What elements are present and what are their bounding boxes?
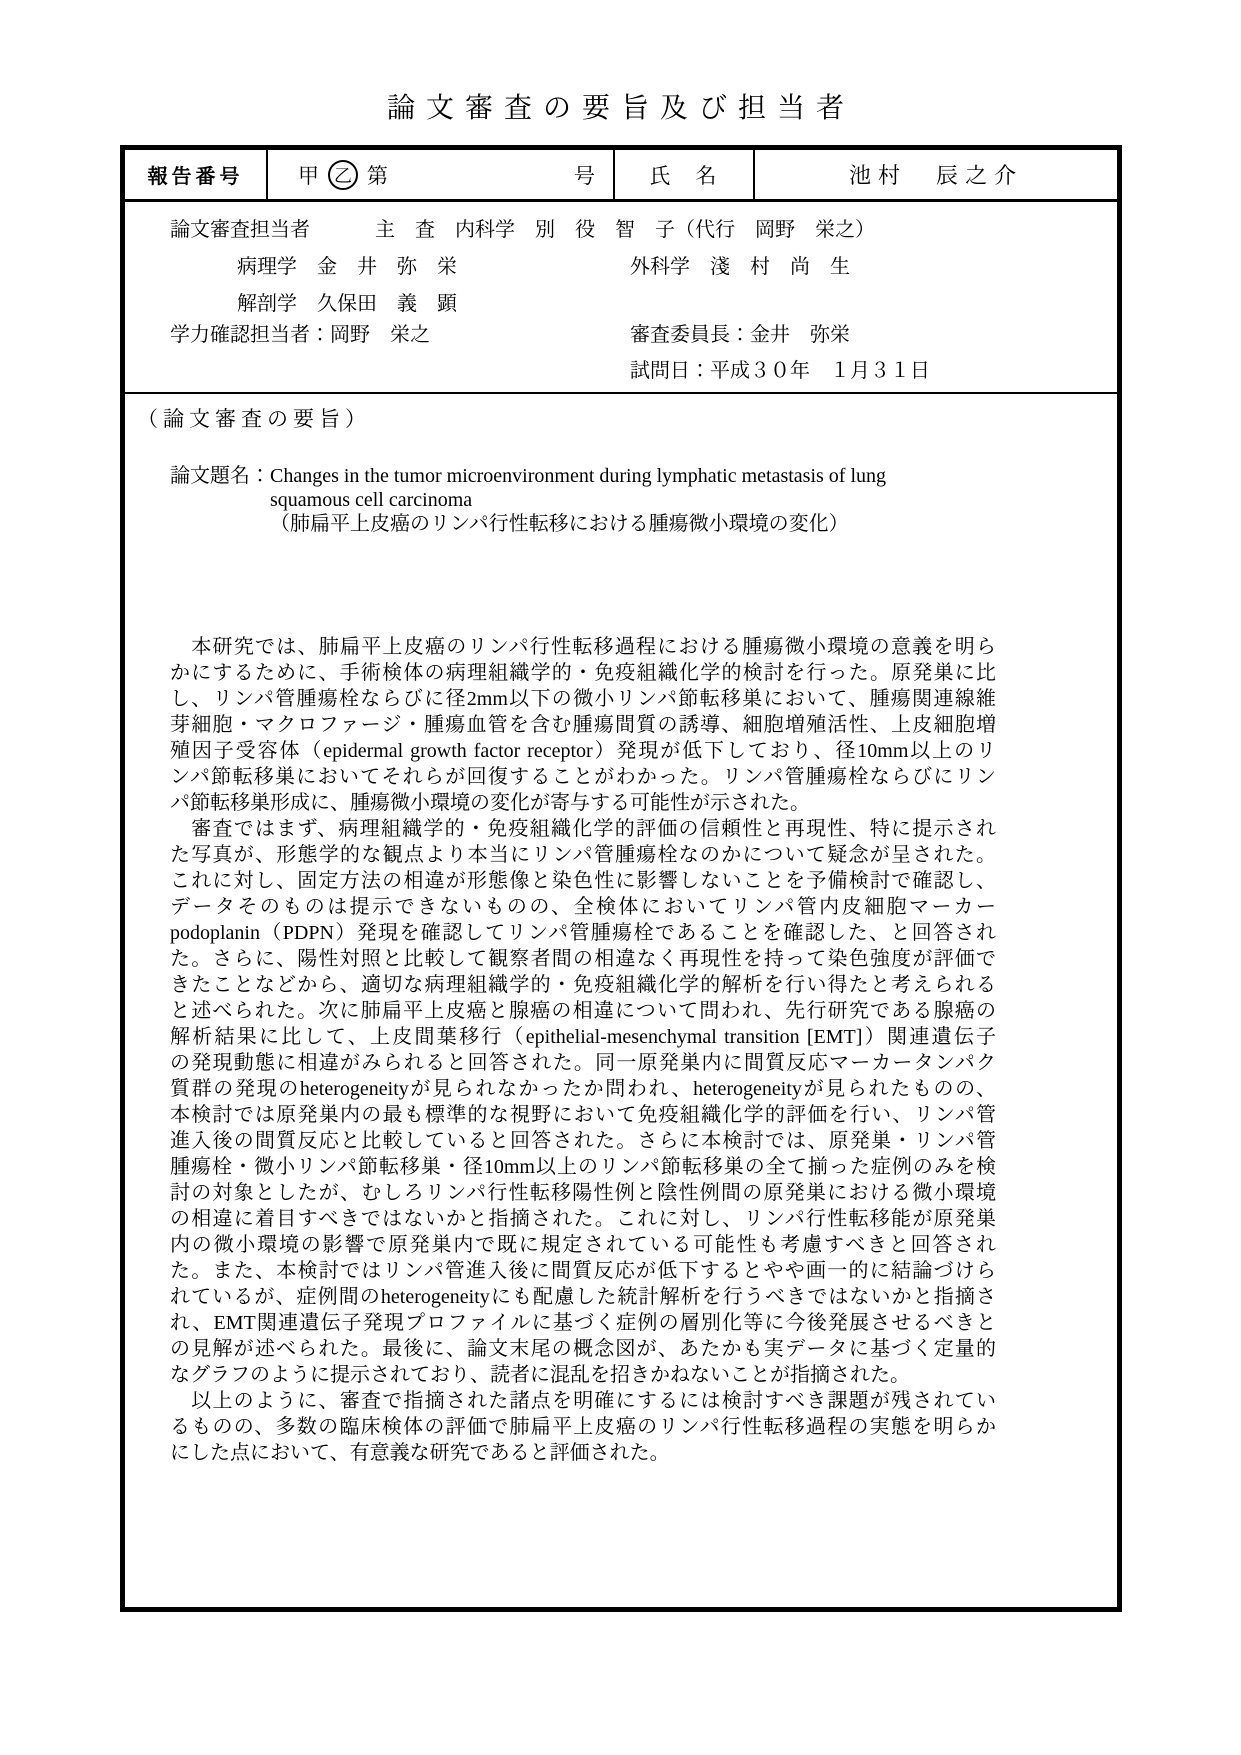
summary-paragraph — [170, 1388, 996, 1466]
summary-body-line: 本検討では原発巣内の最も標準的な視野において免疫組織化学的評価を行い、リンパ管 — [170, 1104, 996, 1126]
review-panel-label: 論文審査担当者 — [170, 219, 310, 241]
thesis-title-label: 論文題名： — [170, 465, 270, 487]
summary-body-line: podoplanin（PDPN）発現を確認してリンパ管腫瘍栓であることを確認した、と回答され — [170, 922, 996, 944]
summary-body-line: 本研究では、肺扁平上皮癌のリンパ行性転移過程における腫瘍微小環境の意義を明ら — [170, 636, 996, 658]
summary-body-line: 腫瘍栓・微小リンパ節転移巣・径10mm以上のリンパ節転移巣の全て揃った症例のみを検 — [170, 1156, 996, 1178]
summary-body-line: 解析結果に比して、上皮間葉移行（epithelial-mesenchymal transition [EMT]）関連遺伝子 — [170, 1026, 996, 1048]
summary-body-line: た。さらに、陽性対照と比較して観察者間の相違なく再現性を持って染色強度が評価で — [170, 948, 996, 970]
summary-body-line: と述べられた。次に肺扁平上皮癌と腺癌の相違について問われ、先行研究である腺癌の — [170, 1000, 996, 1022]
summary-body-line: データそのものは提示できないものの、全検体においてリンパ管内皮細胞マーカー — [170, 896, 996, 918]
summary-body-line: 進入後の間質反応と比較していると回答された。さらに本検討では、原発巣・リンパ管 — [170, 1130, 996, 1152]
thesis-title-en-line1: Changes in the tumor microenvironment during lymphatic metastasis of lung — [270, 465, 886, 487]
summary-body-line: 質群の発現のheterogeneityが見られなかったか問われ、heterogeneityが見られたものの、 — [170, 1078, 996, 1100]
examiner-surgery: 外科学 淺 村 尚 生 — [630, 256, 850, 278]
summary-body-line: れているが、症例間のheterogeneityにも配慮した統計解析を行うべきではないかと指摘さ — [170, 1286, 996, 1308]
thesis-title-block — [170, 464, 886, 536]
dai-label: 第 — [367, 163, 388, 188]
kou-label: 甲 — [298, 163, 319, 188]
summary-paragraph — [170, 816, 996, 1388]
summary-body-line: 殖因子受容体（epidermal growth factor receptor）発現が低下しており、径10mm以上のリ — [170, 740, 996, 762]
summary-body-line: の見解が述べられた。最後に、論文末尾の概念図が、あたかも実データに基づく定量的 — [170, 1338, 996, 1360]
summary-body-line: かにするために、手術検体の病理組織学的・免疫組織化学的検討を行った。原発巣に比 — [170, 662, 996, 684]
summary-body-line: パ節転移巣形成に、腫瘍微小環境の変化が寄与する可能性が示された。 — [170, 792, 810, 814]
summary-body-line: の相違に着目すべきではないかと指摘された。これに対し、リンパ行性転移能が原発巣 — [170, 1208, 996, 1230]
summary-body-line: れ、EMT関連遺伝子発現プロファイルに基づく症例の層別化等に今後発展させるべきと — [170, 1312, 996, 1334]
summary-body-line: にした点において、有意義な研究であると評価された。 — [170, 1442, 670, 1464]
chief-examiner: 主 査 内科学 別 役 智 子（代行 岡野 栄之） — [375, 219, 875, 241]
examiner-pathology: 病理学 金 井 弥 栄 — [237, 256, 457, 278]
summary-body-line: 内の微小環境の影響で原発巣内で既に規定されている可能性も考慮すべきと回答され — [170, 1234, 996, 1256]
name-value: 池村 辰之介 — [848, 163, 1023, 188]
summary-body-line: なグラフのように提示されており、読者に混乱を招きかねないことが指摘された。 — [170, 1364, 910, 1386]
thesis-title-en-line2: squamous cell carcinoma — [270, 489, 473, 511]
summary-body-line: し、リンパ管腫瘍栓ならびに径2mm以下の微小リンパ節転移巣において、腫瘍関連線維 — [170, 688, 996, 710]
summary-body-line: るものの、多数の臨床検体の評価で肺扁平上皮癌のリンパ行性転移過程の実態を明らか — [170, 1416, 996, 1438]
summary-body — [170, 634, 996, 1466]
academic-check-examiner: 学力確認担当者：岡野 栄之 — [170, 324, 430, 346]
review-summary-section — [125, 394, 1117, 1609]
exam-date: 試問日：平成３０年 １月３１日 — [630, 360, 930, 382]
summary-body-line: 芽細胞・マクロファージ・腫瘍血管を含む腫瘍間質の誘導、細胞増殖活性、上皮細胞増 — [170, 714, 996, 736]
gou-label: 号 — [574, 163, 595, 188]
summary-body-line: きたことなどから、適切な病理組織学的・免疫組織化学的解析を行い得たと考えられる — [170, 974, 996, 996]
summary-body-line: ンパ節転移巣においてそれらが回復することがわかった。リンパ管腫瘍栓ならびにリン — [170, 766, 996, 788]
summary-body-line: の発現動態に相違がみられると回答された。同一原発巣内に間質反応マーカータンパク — [170, 1052, 996, 1074]
name-label: 氏 名 — [615, 150, 755, 199]
thesis-title-ja: （肺扁平上皮癌のリンパ行性転移における腫瘍微小環境の変化） — [270, 513, 849, 535]
document-frame — [120, 145, 1122, 1612]
summary-body-line: た写真が、形態学的な観点より本当にリンパ管腫瘍栓なのかについて疑念が呈された。 — [170, 844, 996, 866]
summary-body-line: 審査ではまず、病理組織学的・免疫組織化学的評価の信頼性と再現性、特に提示され — [170, 818, 996, 840]
summary-body-line: 討の対象としたが、むしろリンパ行性転移陽性例と陰性例間の原発巣における微小環境 — [170, 1182, 996, 1204]
summary-body-line: 以上のように、審査で指摘された諸点を明確にするには検討すべき課題が残されてい — [170, 1390, 996, 1412]
committee-chair: 審査委員長：金井 弥栄 — [630, 324, 850, 346]
header-row — [125, 150, 1117, 202]
summary-section-label: （論文審査の要旨） — [137, 407, 371, 431]
otsu-circled-mark: 乙 — [328, 160, 358, 190]
report-number-cell — [268, 150, 615, 199]
page-title: 論文審査の要旨及び担当者 — [386, 93, 855, 124]
report-number-label: 報告番号 — [125, 150, 268, 199]
committee-section — [125, 202, 1117, 394]
summary-body-line: た。また、本検討ではリンパ管進入後に間質反応が低下するとやや画一的に結論づけら — [170, 1260, 996, 1282]
examiner-anatomy: 解剖学 久保田 義 顕 — [237, 293, 457, 315]
thesis-title-lines — [270, 464, 886, 536]
summary-body-line: これに対し、固定方法の相違が形態像と染色性に影響しないことを予備検討で確認し、 — [170, 870, 996, 892]
summary-paragraph — [170, 634, 996, 816]
